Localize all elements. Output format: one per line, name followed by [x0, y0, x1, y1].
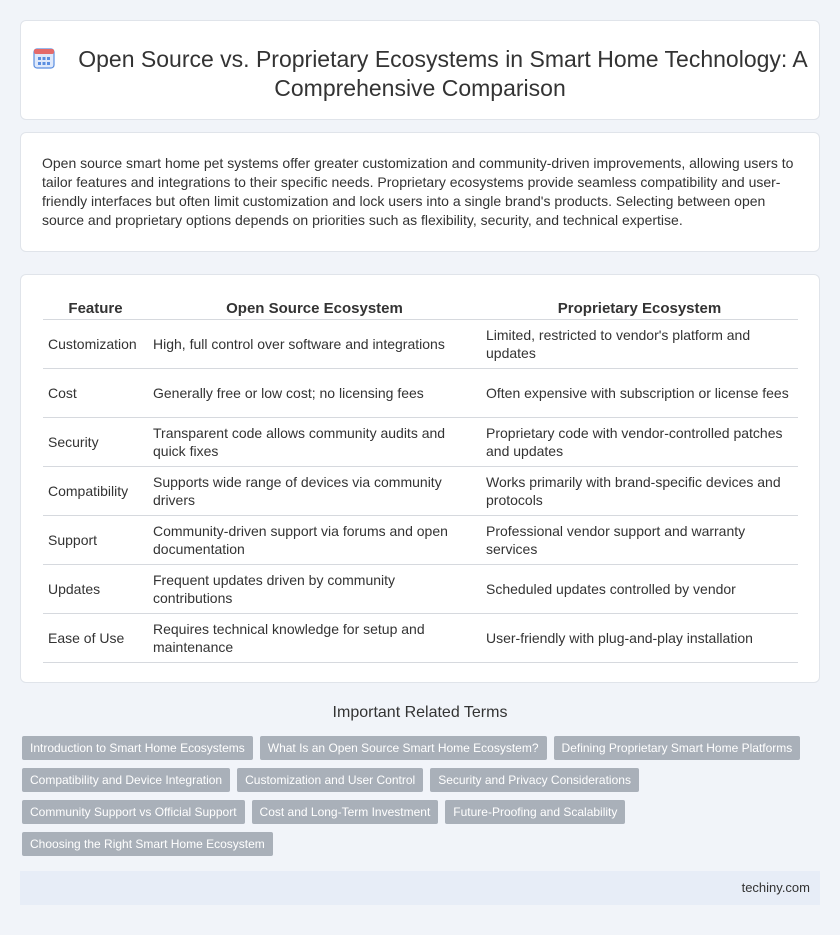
related-terms-list: [22, 736, 822, 864]
table-row: [43, 564, 798, 613]
table-cell: Security: [43, 417, 148, 466]
table-cell: Supports wide range of devices via community drivers: [148, 466, 481, 515]
table-cell: Scheduled updates controlled by vendor: [481, 564, 798, 613]
related-term-tag[interactable]: Defining Proprietary Smart Home Platforms: [554, 736, 801, 760]
calendar-icon: [32, 46, 56, 70]
header-open-source: Open Source Ecosystem: [148, 296, 481, 319]
related-term-tag[interactable]: Introduction to Smart Home Ecosystems: [22, 736, 253, 760]
intro-card: [20, 132, 820, 252]
table-cell: Community-driven support via forums and open documentation: [148, 515, 481, 564]
header-proprietary: Proprietary Ecosystem: [481, 296, 798, 319]
page-title-wrap: [21, 45, 819, 103]
table-cell: Professional vendor support and warranty services: [481, 515, 798, 564]
table-header-row: [43, 296, 798, 319]
related-term-tag[interactable]: Security and Privacy Considerations: [430, 768, 639, 792]
header-feature: Feature: [43, 296, 148, 319]
table-cell: Proprietary code with vendor-controlled patches and updates: [481, 417, 798, 466]
intro-paragraph: Open source smart home pet systems offer greater customization and community-driven improvements, allowing users to tailor features and integrations to their specific needs. Proprietary ecosystems provide seamless compatibility and user-friendly interfaces but often limit customization and lock users into a single brand's products. Selecting between open source and proprietary options depends on priorities such as flexibility, security, and technical expertise.: [42, 155, 794, 228]
title-card: [20, 20, 820, 120]
table-cell: Transparent code allows community audits and quick fixes: [148, 417, 481, 466]
table-cell: Often expensive with subscription or license fees: [481, 368, 798, 417]
table-cell: Frequent updates driven by community contributions: [148, 564, 481, 613]
table-cell: User-friendly with plug-and-play installation: [481, 613, 798, 662]
related-term-tag[interactable]: What Is an Open Source Smart Home Ecosystem?: [260, 736, 547, 760]
table-cell: Cost: [43, 368, 148, 417]
table-row: [43, 466, 798, 515]
table-row: [43, 368, 798, 417]
table-row: [43, 613, 798, 662]
table-cell: Generally free or low cost; no licensing fees: [148, 368, 481, 417]
related-terms-heading: Important Related Terms: [332, 704, 508, 721]
related-term-tag[interactable]: Future-Proofing and Scalability: [445, 800, 625, 824]
related-term-tag[interactable]: Community Support vs Official Support: [22, 800, 245, 824]
page-title: Open Source vs. Proprietary Ecosystems in Smart Home Technology: A Comprehensive Comparison: [78, 46, 808, 101]
related-term-tag[interactable]: Customization and User Control: [237, 768, 423, 792]
table-cell: Customization: [43, 319, 148, 368]
related-term-tag[interactable]: Cost and Long-Term Investment: [252, 800, 439, 824]
table-cell: High, full control over software and integrations: [148, 319, 481, 368]
table-cell: Limited, restricted to vendor's platform and updates: [481, 319, 798, 368]
table-cell: Requires technical knowledge for setup and maintenance: [148, 613, 481, 662]
table-cell: Support: [43, 515, 148, 564]
footer-bar: [20, 871, 820, 905]
table-row: [43, 417, 798, 466]
table-cell: Updates: [43, 564, 148, 613]
related-term-tag[interactable]: Compatibility and Device Integration: [22, 768, 230, 792]
table-cell: Ease of Use: [43, 613, 148, 662]
related-term-tag[interactable]: Choosing the Right Smart Home Ecosystem: [22, 832, 273, 856]
comparison-table-card: [20, 274, 820, 683]
table-row: [43, 515, 798, 564]
table-cell: Works primarily with brand-specific devices and protocols: [481, 466, 798, 515]
comparison-table: [43, 296, 798, 663]
table-row: [43, 319, 798, 368]
footer-site-link[interactable]: techiny.com: [741, 880, 810, 895]
table-cell: Compatibility: [43, 466, 148, 515]
